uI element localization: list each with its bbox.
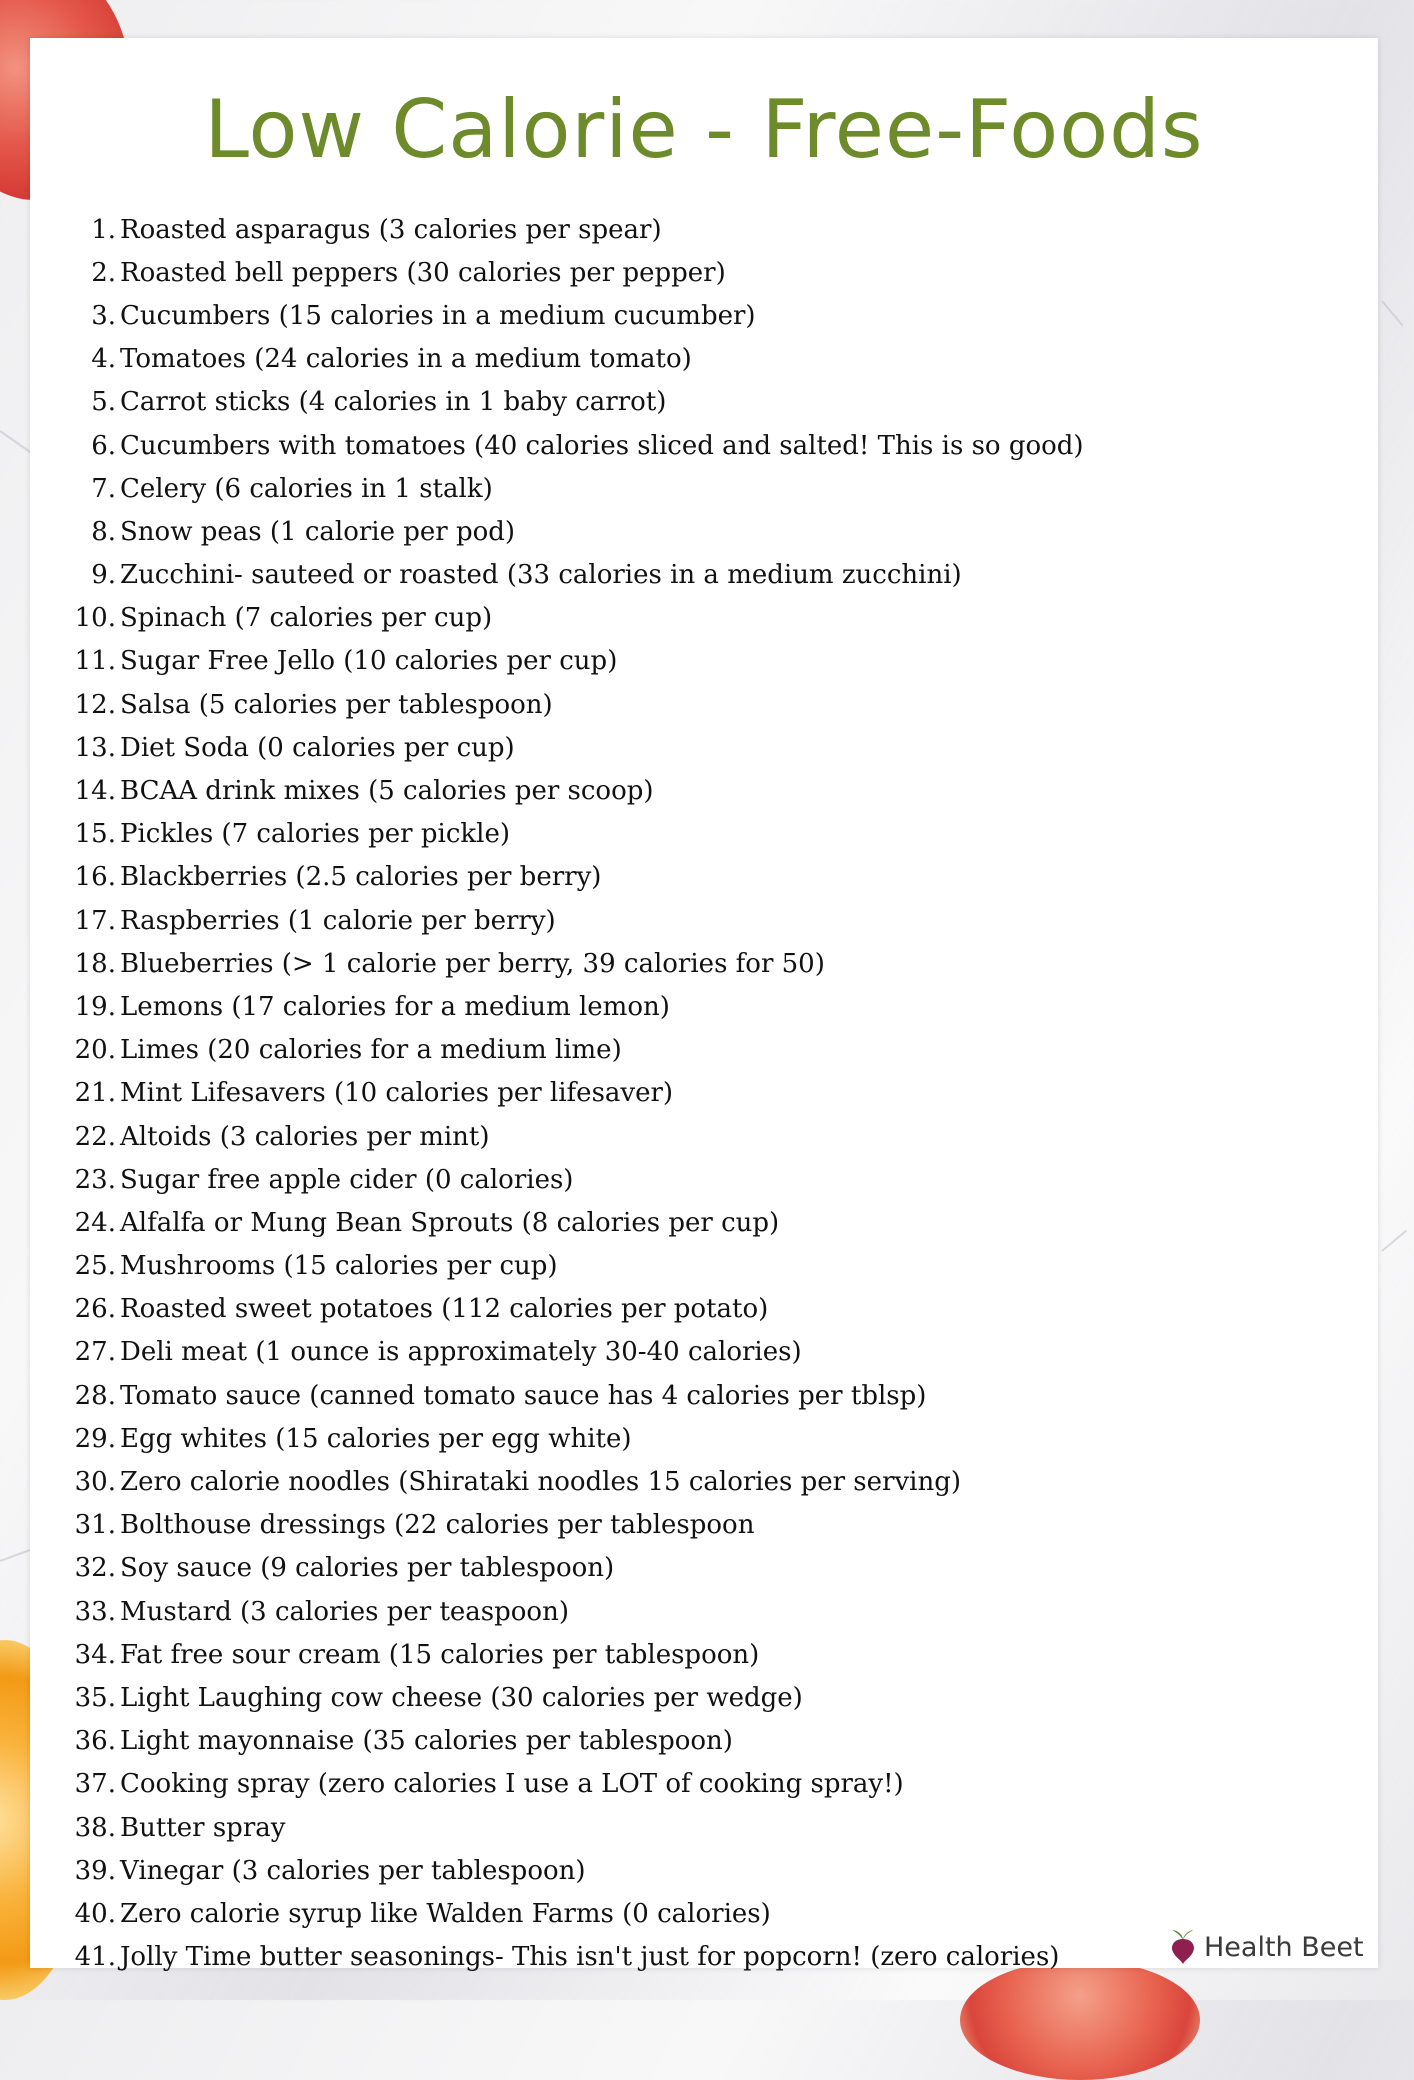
list-item-number: 20.: [74, 1035, 116, 1066]
list-item: [30, 467, 1084, 510]
list-item-number: 6.: [91, 430, 116, 461]
list-item-text: Soy sauce (9 calories per tablespoon): [120, 1553, 615, 1584]
list-item-text: Vinegar (3 calories per tablespoon): [120, 1855, 586, 1886]
list-item-number: 41.: [74, 1942, 116, 1973]
list-item: [30, 1115, 1084, 1158]
list-item-text: Mint Lifesavers (10 calories per lifesaver): [120, 1078, 674, 1109]
list-item: [30, 251, 1084, 294]
list-item-number: 3.: [91, 300, 116, 331]
list-item-text: Blueberries (> 1 calorie per berry, 39 calories for 50): [120, 948, 825, 979]
list-item: [30, 856, 1084, 899]
list-item: [30, 985, 1084, 1028]
list-item-text: Roasted asparagus (3 calories per spear): [120, 214, 662, 245]
list-item-number: 9.: [91, 560, 116, 591]
list-item: [30, 1288, 1084, 1331]
list-item-text: Zucchini- sauteed or roasted (33 calories in a medium zucchini): [120, 560, 962, 591]
list-item-number: 29.: [74, 1423, 116, 1454]
list-item-number: 31.: [74, 1510, 116, 1541]
list-item-text: Tomatoes (24 calories in a medium tomato): [120, 344, 692, 375]
list-item-number: 25.: [74, 1251, 116, 1282]
list-item-number: 13.: [74, 732, 116, 763]
list-item: [30, 1029, 1084, 1072]
list-item-number: 2.: [91, 257, 116, 288]
list-item-text: Jolly Time butter seasonings- This isn't just for popcorn! (zero calories): [120, 1942, 1060, 1973]
list-item: [30, 1158, 1084, 1201]
list-item: [30, 1245, 1084, 1288]
list-item-text: Spinach (7 calories per cup): [120, 603, 493, 634]
list-item-number: 23.: [74, 1164, 116, 1195]
list-item-number: 39.: [74, 1855, 116, 1886]
list-item: [30, 1720, 1084, 1763]
list-item: [30, 597, 1084, 640]
list-item-text: Sugar free apple cider (0 calories): [120, 1164, 574, 1195]
food-list: [30, 208, 1084, 1979]
list-item: [30, 1331, 1084, 1374]
list-item-number: 17.: [74, 905, 116, 936]
list-item-number: 38.: [74, 1812, 116, 1843]
health-beet-logo: [1170, 1924, 1364, 1970]
list-item-text: Celery (6 calories in 1 stalk): [120, 473, 493, 504]
list-item-number: 30.: [74, 1467, 116, 1498]
list-item-number: 35.: [74, 1682, 116, 1713]
logo-text: Health Beet: [1204, 1931, 1364, 1963]
list-item-text: Cucumbers (15 calories in a medium cucumber): [120, 300, 756, 331]
list-item-number: 18.: [74, 948, 116, 979]
list-item-number: 26.: [74, 1294, 116, 1325]
list-item-text: Snow peas (1 calorie per pod): [120, 516, 516, 547]
list-item-number: 8.: [91, 516, 116, 547]
list-item-number: 19.: [74, 991, 116, 1022]
list-item-text: Deli meat (1 ounce is approximately 30-40 calories): [120, 1337, 802, 1368]
list-item-text: Tomato sauce (canned tomato sauce has 4 calories per tblsp): [120, 1380, 927, 1411]
list-item: [30, 338, 1084, 381]
list-item: [30, 1892, 1084, 1935]
beet-icon: [1170, 1930, 1196, 1964]
list-item-text: Zero calorie noodles (Shirataki noodles 15 calories per serving): [120, 1467, 962, 1498]
list-item: [30, 1806, 1084, 1849]
list-item-text: Carrot sticks (4 calories in 1 baby carrot): [120, 387, 667, 418]
list-item: [30, 1072, 1084, 1115]
list-item: [30, 381, 1084, 424]
list-item-number: 32.: [74, 1553, 116, 1584]
list-item-text: Lemons (17 calories for a medium lemon): [120, 991, 670, 1022]
list-item-text: Alfalfa or Mung Bean Sprouts (8 calories per cup): [120, 1207, 780, 1238]
list-item-text: Mushrooms (15 calories per cup): [120, 1251, 558, 1282]
list-item: [30, 1374, 1084, 1417]
list-item: [30, 510, 1084, 553]
list-item-text: Raspberries (1 calorie per berry): [120, 905, 556, 936]
list-item-number: 36.: [74, 1726, 116, 1757]
list-item-text: Limes (20 calories for a medium lime): [120, 1035, 622, 1066]
list-item-text: BCAA drink mixes (5 calories per scoop): [120, 776, 654, 807]
list-item: [30, 1763, 1084, 1806]
list-item-text: Altoids (3 calories per mint): [120, 1121, 490, 1152]
list-item-text: Light Laughing cow cheese (30 calories per wedge): [120, 1682, 803, 1713]
list-item: [30, 942, 1084, 985]
list-item-number: 37.: [74, 1769, 116, 1800]
list-item-text: Roasted sweet potatoes (112 calories per potato): [120, 1294, 769, 1325]
list-item-number: 7.: [91, 473, 116, 504]
list-item-text: Fat free sour cream (15 calories per tablespoon): [120, 1639, 760, 1670]
list-item-text: Zero calorie syrup like Walden Farms (0 calories): [120, 1898, 771, 1929]
list-item-number: 33.: [74, 1596, 116, 1627]
list-item-text: Sugar Free Jello (10 calories per cup): [120, 646, 618, 677]
list-item: [30, 1201, 1084, 1244]
list-item-text: Bolthouse dressings (22 calories per tablespoon: [120, 1510, 755, 1541]
list-item: [30, 1547, 1084, 1590]
list-item: [30, 1936, 1084, 1979]
list-item-text: Butter spray: [120, 1812, 286, 1843]
list-item-text: Roasted bell peppers (30 calories per pepper): [120, 257, 726, 288]
list-item: [30, 640, 1084, 683]
list-item-number: 24.: [74, 1207, 116, 1238]
page-title: Low Calorie - Free-Foods: [204, 83, 1204, 176]
list-item: [30, 208, 1084, 251]
list-item-number: 22.: [74, 1121, 116, 1152]
list-item-text: Salsa (5 calories per tablespoon): [120, 689, 553, 720]
list-item: [30, 1590, 1084, 1633]
list-item: [30, 1417, 1084, 1460]
list-item: [30, 1676, 1084, 1719]
list-item-number: 1.: [91, 214, 116, 245]
list-item-number: 28.: [74, 1380, 116, 1411]
list-item-text: Pickles (7 calories per pickle): [120, 819, 510, 850]
list-item: [30, 1504, 1084, 1547]
list-item: [30, 683, 1084, 726]
list-item-number: 40.: [74, 1898, 116, 1929]
list-item-number: 16.: [74, 862, 116, 893]
list-item-number: 11.: [74, 646, 116, 677]
list-item-text: Blackberries (2.5 calories per berry): [120, 862, 602, 893]
list-item: [30, 1460, 1084, 1503]
list-item-number: 4.: [91, 344, 116, 375]
document-page: [30, 38, 1378, 1973]
list-item-number: 12.: [74, 689, 116, 720]
list-item: [30, 294, 1084, 337]
list-item: [30, 813, 1084, 856]
list-item: [30, 769, 1084, 812]
list-item: [30, 1849, 1084, 1892]
list-item-number: 27.: [74, 1337, 116, 1368]
list-item-text: Light mayonnaise (35 calories per tablespoon): [120, 1726, 733, 1757]
list-item-number: 21.: [74, 1078, 116, 1109]
list-item-number: 10.: [74, 603, 116, 634]
list-item: [30, 899, 1084, 942]
list-item: [30, 726, 1084, 769]
list-item-text: Diet Soda (0 calories per cup): [120, 732, 515, 763]
list-item: [30, 424, 1084, 467]
list-item-number: 14.: [74, 776, 116, 807]
list-item-number: 34.: [74, 1639, 116, 1670]
list-item: [30, 1633, 1084, 1676]
list-item: [30, 554, 1084, 597]
list-item-number: 15.: [74, 819, 116, 850]
list-item-text: Cooking spray (zero calories I use a LOT of cooking spray!): [120, 1769, 904, 1800]
list-item-text: Cucumbers with tomatoes (40 calories sliced and salted! This is so good): [120, 430, 1084, 461]
list-item-text: Egg whites (15 calories per egg white): [120, 1423, 632, 1454]
list-item-text: Mustard (3 calories per teaspoon): [120, 1596, 569, 1627]
list-item-number: 5.: [91, 387, 116, 418]
